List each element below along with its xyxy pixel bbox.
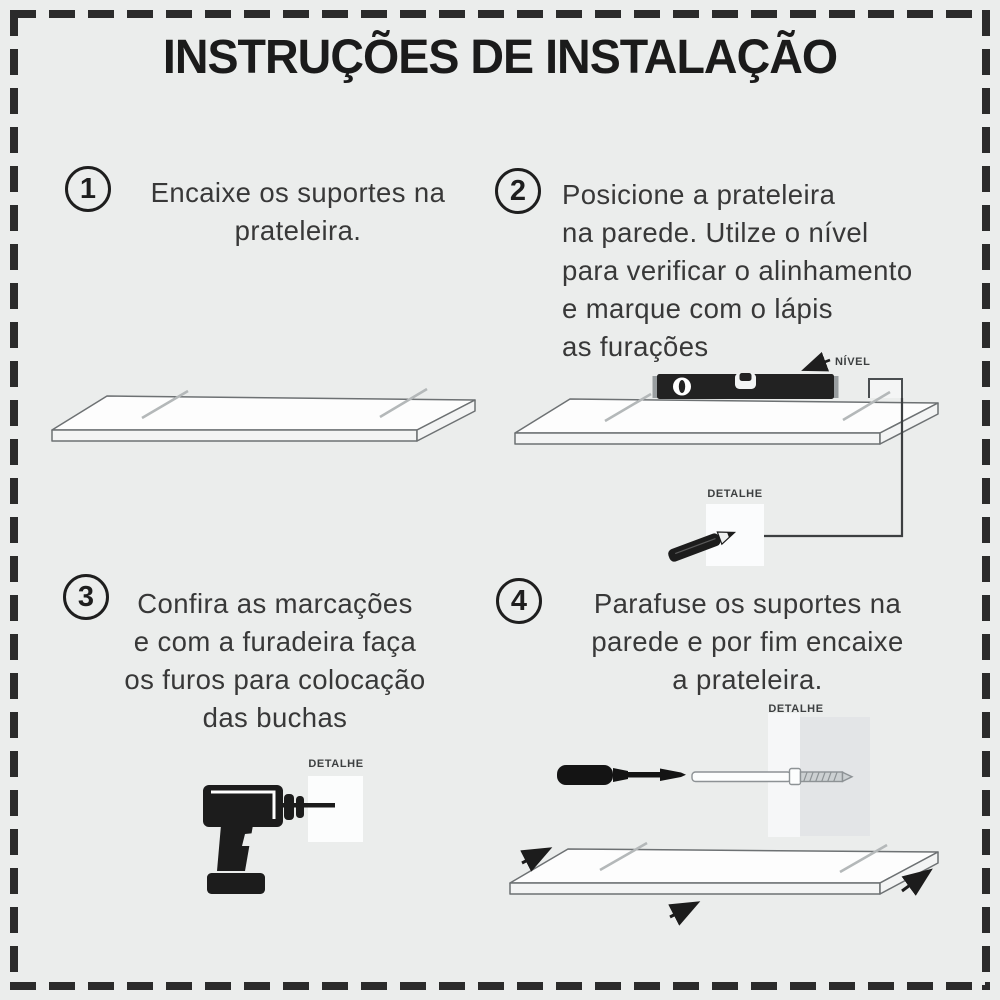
shelf-front-face — [52, 430, 417, 441]
dashed-border-left — [10, 10, 18, 990]
step-1-text — [118, 174, 478, 250]
step-3-line-2: e com a furadeira faça — [133, 626, 417, 657]
step-1-line-2: prateleira. — [234, 215, 362, 246]
page-title: INSTRUÇÕES DE INSTALAÇÃO — [162, 31, 838, 84]
drill-chuck-1 — [284, 794, 294, 820]
dashed-border-bottom — [10, 982, 990, 990]
step-1-number: 1 — [79, 172, 97, 205]
shelf-top-face — [515, 399, 938, 433]
step-2-line-4: e marque com o lápis — [562, 293, 833, 324]
step-3-line-3: os furos para colocação — [124, 664, 426, 695]
step-4-line-2: parede e por fim encaixe — [591, 626, 904, 657]
screwdriver-blade — [660, 769, 686, 782]
drill-battery — [207, 873, 265, 894]
screwdriver-shaft — [628, 772, 660, 778]
step-2-text — [562, 176, 967, 366]
detalhe-label-step4: DETALHE — [768, 703, 824, 715]
shelf-board — [52, 389, 475, 441]
shelf-level-illustration-step2 — [495, 345, 970, 580]
step-2-line-1: Posicione a prateleira — [562, 179, 836, 210]
spirit-level-icon — [653, 373, 839, 399]
nivel-pointer-arrow — [806, 360, 830, 369]
shelf-illustration-step1 — [30, 360, 480, 455]
nivel-label: NÍVEL — [835, 356, 871, 368]
shelf-board — [515, 392, 938, 444]
step-3-line-1: Confira as marcações — [137, 588, 413, 619]
screwdriver-neck — [613, 768, 628, 782]
screwdriver-handle — [557, 765, 613, 785]
screw-shaft — [692, 772, 791, 782]
shelf-top-face — [52, 396, 475, 430]
step-1-number-badge — [65, 166, 111, 212]
step-2-line-5: as furações — [562, 331, 709, 362]
arrow-icon-left — [522, 850, 547, 863]
shelf-board — [510, 843, 938, 894]
step-4-text — [535, 585, 960, 699]
mounting-illustration-step4 — [495, 695, 970, 935]
arrow-icon-bottom — [670, 904, 695, 917]
detalhe-label-step3: DETALHE — [308, 758, 364, 770]
step-3-number: 3 — [77, 580, 95, 613]
dashed-border-top — [10, 10, 990, 18]
drill-handle — [217, 825, 253, 871]
shelf-top-face — [510, 849, 938, 883]
step-4-line-1: Parafuse os suportes na — [593, 588, 902, 619]
drill-illustration-step3 — [185, 748, 385, 908]
step-2-line-2: na parede. Utilze o nível — [562, 217, 869, 248]
screw-collar — [790, 769, 801, 785]
step-3-line-4: das buchas — [202, 702, 348, 733]
step-2-line-3: para verificar o alinhamento — [562, 255, 913, 286]
dashed-border-right — [982, 10, 990, 990]
shelf-front-face — [515, 433, 880, 444]
step-2-number-badge — [495, 168, 541, 214]
detail-box — [308, 776, 363, 842]
shelf-front-face — [510, 883, 880, 894]
drill-chuck-2 — [296, 796, 304, 818]
step-3-text — [85, 585, 465, 737]
step-4-number: 4 — [510, 584, 528, 617]
level-side-vial-bubble — [679, 380, 685, 393]
screwdriver-icon — [557, 765, 686, 785]
step-1-line-1: Encaixe os suportes na — [150, 177, 446, 208]
step-2-number: 2 — [509, 174, 527, 207]
step-4-line-3: a prateleira. — [672, 664, 823, 695]
detalhe-label-step2: DETALHE — [707, 488, 763, 500]
level-top-window-bubble — [740, 373, 752, 381]
